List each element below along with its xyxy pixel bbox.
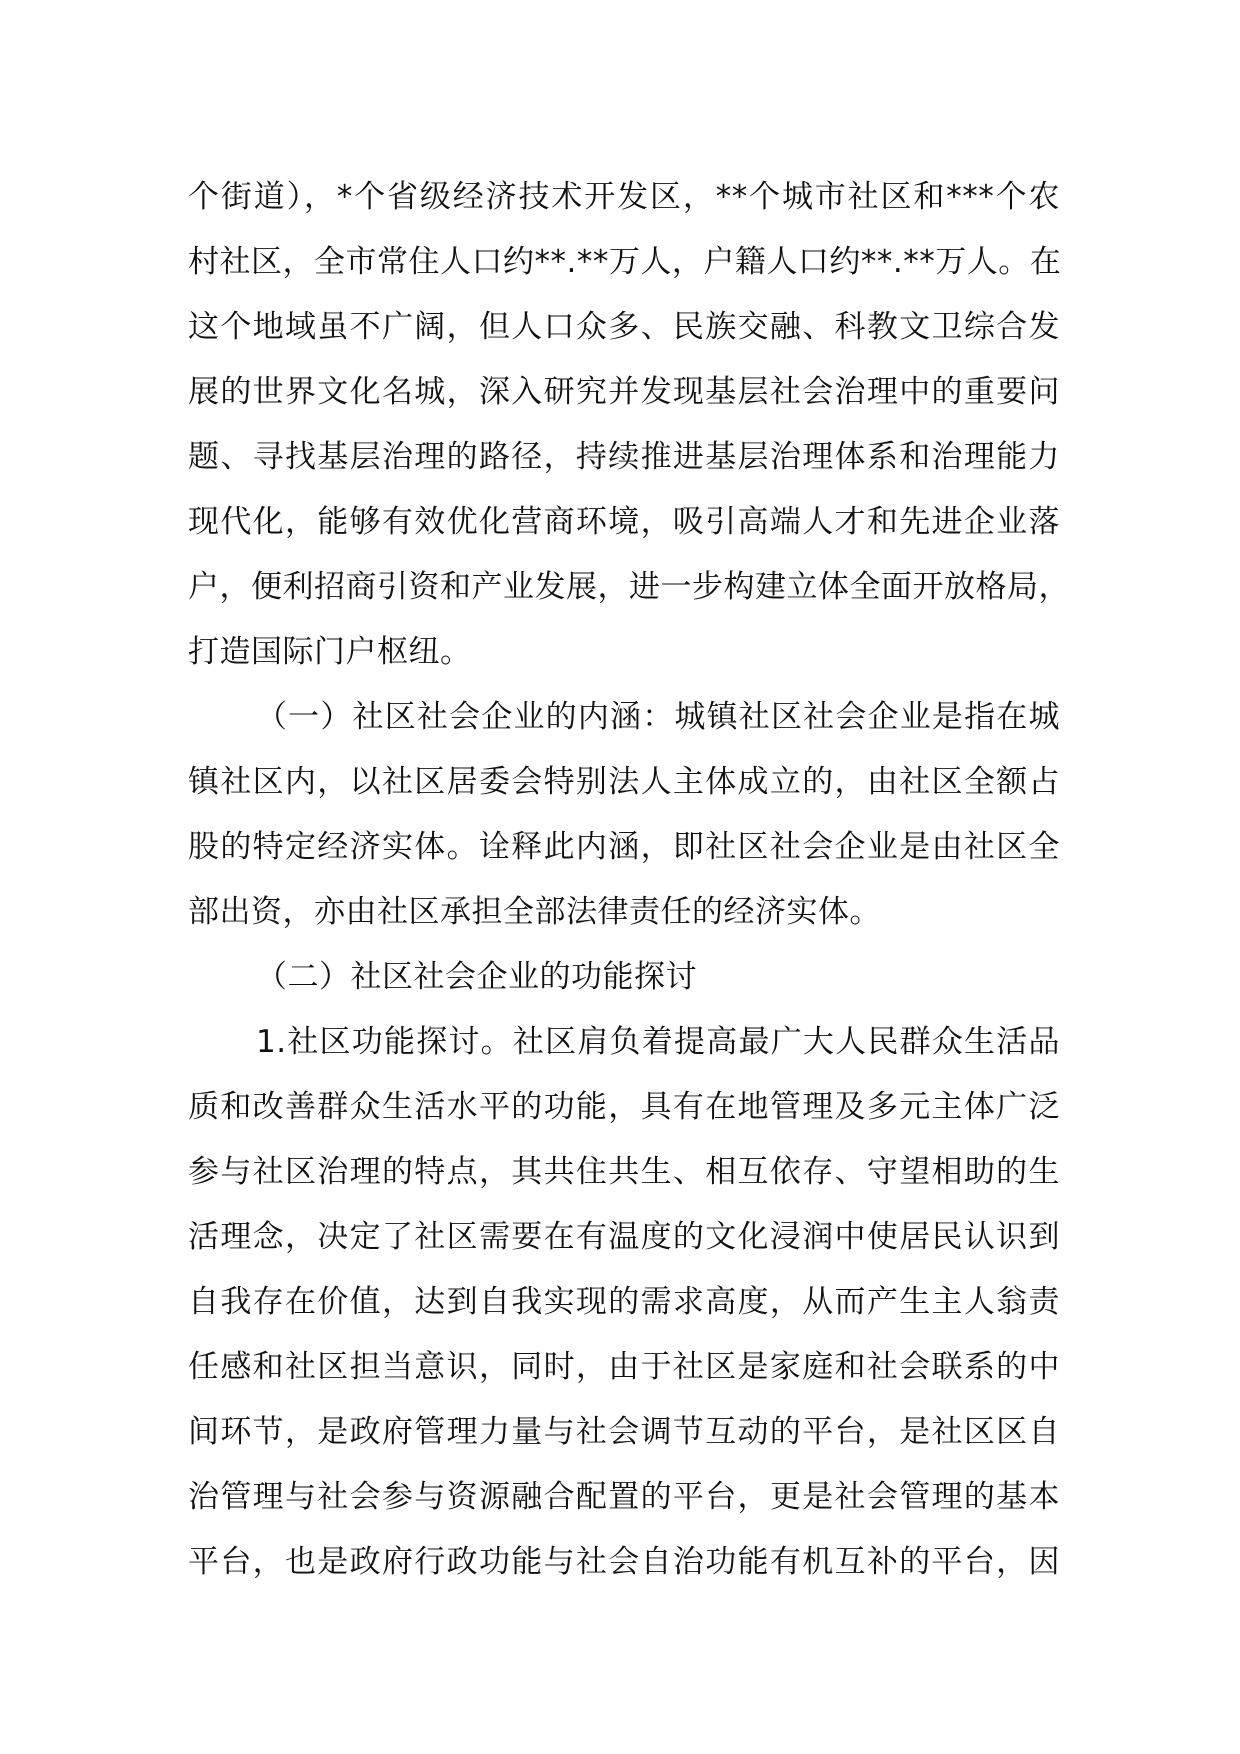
text-line: 股的特定经济实体。诠释此内涵，即社区社会企业是由社区全	[188, 829, 1060, 865]
text-line: 村社区，全市常住人口约**.**万人，户籍人口约**.**万人。在	[188, 244, 1062, 280]
text-line: 题、寻找基层治理的路径，持续推进基层治理体系和治理能力	[188, 439, 1060, 475]
text-line: 自我存在价值，达到自我实现的需求高度，从而产生主人翁责	[188, 1284, 1060, 1320]
text-line: 任感和社区担当意识，同时，由于社区是家庭和社会联系的中	[188, 1349, 1060, 1385]
text-line: 平台，也是政府行政功能与社会自治功能有机互补的平台，因	[188, 1544, 1060, 1580]
text-line: 展的世界文化名城，深入研究并发现基层社会治理中的重要问	[188, 374, 1060, 410]
text-line: 户，便利招商引资和产业发展，进一步构建立体全面开放格局，	[188, 569, 1070, 605]
text-line: 打造国际门户枢纽。	[188, 634, 472, 670]
section-heading-1: （一）社区社会企业的内涵：城镇社区社会企业是指在城	[256, 699, 1060, 735]
text-line: 这个地域虽不广阔，但人口众多、民族交融、科教文卫综合发	[188, 309, 1060, 345]
text-line: 治管理与社会参与资源融合配置的平台，更是社会管理的基本	[188, 1479, 1060, 1515]
text-line: 参与社区治理的特点，其共住共生、相互依存、守望相助的生	[188, 1154, 1060, 1190]
text-line: 现代化，能够有效优化营商环境，吸引高端人才和先进企业落	[188, 504, 1060, 540]
text-line: 个街道），*个省级经济技术开发区，**个城市社区和***个农	[188, 179, 1060, 215]
text-line: 镇社区内，以社区居委会特别法人主体成立的，由社区全额占	[188, 764, 1060, 800]
text-line: 活理念，决定了社区需要在有温度的文化浸润中使居民认识到	[188, 1219, 1060, 1255]
body-text	[188, 165, 1070, 1595]
subsection-heading: 1.社区功能探讨。社区肩负着提高最广大人民群众生活品	[256, 1024, 1060, 1060]
text-line: 质和改善群众生活水平的功能，具有在地管理及多元主体广泛	[188, 1089, 1060, 1125]
text-line: 间环节，是政府管理力量与社会调节互动的平台，是社区区自	[188, 1414, 1060, 1450]
text-line: 部出资，亦由社区承担全部法律责任的经济实体。	[188, 894, 881, 930]
section-heading-2: （二）社区社会企业的功能探讨	[256, 959, 697, 995]
